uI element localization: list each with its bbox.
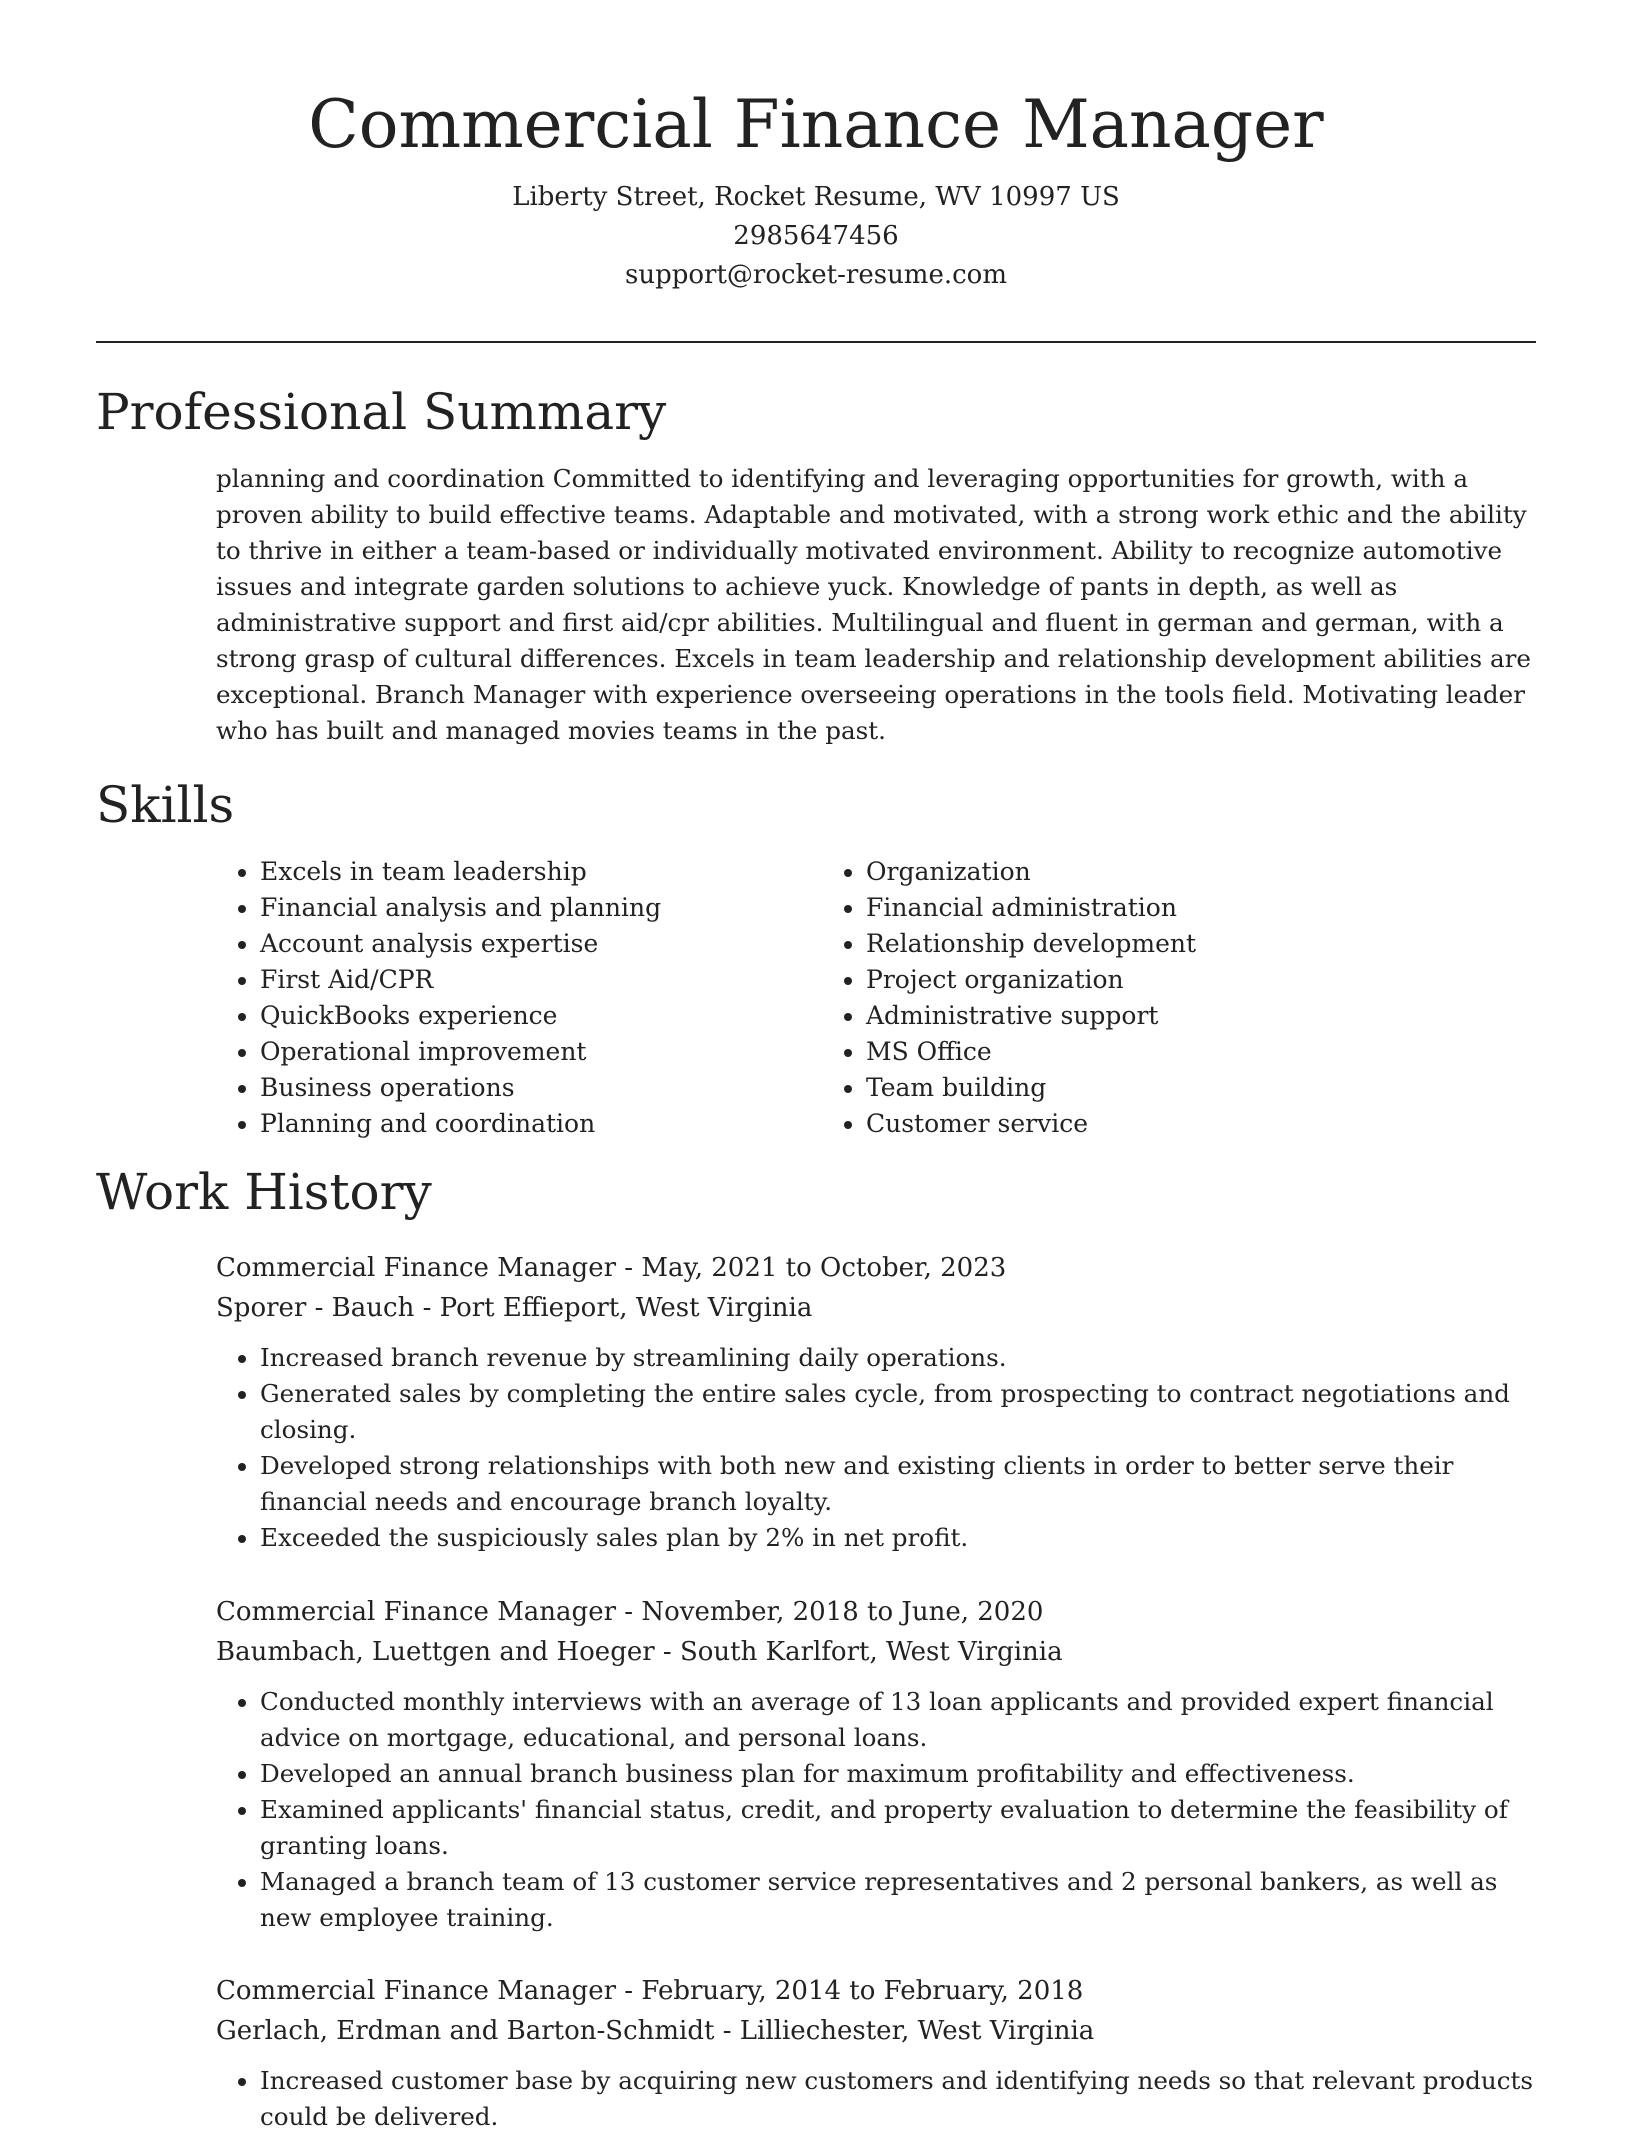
skill-item: • Business operations	[260, 1070, 822, 1106]
job-dates: - May, 2021 to October, 2023	[616, 1253, 1007, 1283]
skills-column-left	[216, 854, 822, 1142]
job-bullet: • Increased branch revenue by streamlining daily operations.	[260, 1340, 1536, 1376]
work-history-heading: Work History	[96, 1163, 432, 1221]
skill-item: • Relationship development	[866, 926, 1472, 962]
skills-heading: Skills	[96, 776, 235, 834]
job-location: - Port Effieport, West Virginia	[414, 1293, 813, 1323]
skill-item: • Financial administration	[866, 890, 1472, 926]
skill-item: • Excels in team leadership	[260, 854, 822, 890]
skills-list	[216, 854, 1536, 1142]
skill-item: • First Aid/CPR	[260, 962, 822, 998]
skills-column-right	[822, 854, 1472, 1142]
summary-heading: Professional Summary	[96, 383, 667, 441]
job-bullet: • Conducted monthly interviews with an average of 13 loan applicants and provided expert financial advice on mortgage, educational, and personal loans.	[260, 1684, 1536, 1756]
job-title-line	[216, 1971, 1536, 2011]
header-divider	[96, 341, 1536, 343]
job-entry	[216, 1592, 1536, 1936]
job-title-line	[216, 1248, 1536, 1288]
contact-phone: 2985647456	[733, 221, 899, 251]
skill-item: • Project organization	[866, 962, 1472, 998]
contact-email: support@rocket-resume.com	[624, 260, 1007, 290]
job-company-line	[216, 1632, 1536, 1672]
skill-item: • Team building	[866, 1070, 1472, 1106]
job-bullets	[216, 1684, 1536, 1936]
contact-address: Liberty Street, Rocket Resume, WV 10997 US	[512, 182, 1120, 212]
job-role: Commercial Finance Manager	[216, 1253, 617, 1283]
contact-block	[0, 178, 1632, 295]
job-bullet: • Exceeded the suspiciously sales plan by 2% in net profit.	[260, 1520, 1536, 1556]
job-bullet: • Managed a branch team of 13 customer service representatives and 2 personal bankers, as well as new employee training.	[260, 1864, 1536, 1936]
job-bullet: • Developed strong relationships with both new and existing clients in order to better serve their financial needs and encourage branch loyalty.	[260, 1448, 1536, 1520]
skill-item: • MS Office	[866, 1034, 1472, 1070]
job-location: - South Karlfort, West Virginia	[654, 1637, 1063, 1667]
job-company: Sporer - Bauch	[216, 1293, 415, 1323]
skill-item: • Organization	[866, 854, 1472, 890]
job-bullet: • Generated sales by completing the entire sales cycle, from prospecting to contract negotiations and closing.	[260, 1376, 1536, 1448]
resume-name: Commercial Finance Manager	[308, 86, 1324, 163]
job-company: Baumbach, Luettgen and Hoeger	[216, 1637, 655, 1667]
skill-item: • QuickBooks experience	[260, 998, 822, 1034]
job-company-line	[216, 2011, 1536, 2051]
job-bullet: • Developed an annual branch business plan for maximum profitability and effectiveness.	[260, 1756, 1536, 1792]
skill-item: • Planning and coordination	[260, 1106, 822, 1142]
resume-header	[0, 0, 1632, 295]
job-bullet: • Increased customer base by acquiring new customers and identifying needs so that relevant products could be delivered.	[260, 2063, 1536, 2135]
skill-item: • Customer service	[866, 1106, 1472, 1142]
job-bullet: • Examined applicants' financial status, credit, and property evaluation to determine the feasibility of granting loans.	[260, 1792, 1536, 1864]
skill-item: • Operational improvement	[260, 1034, 822, 1070]
job-role: Commercial Finance Manager	[216, 1597, 617, 1627]
job-dates: - February, 2014 to February, 2018	[616, 1976, 1084, 2006]
job-company-line	[216, 1288, 1536, 1328]
job-role: Commercial Finance Manager	[216, 1976, 617, 2006]
summary-text: planning and coordination Committed to identifying and leveraging opportunities for growth, with a proven ability to build effective teams. Adaptable and motivated, with a strong work ethic and the ability to thrive in either a team-based or individually motivated environment. Ability to recognize automotive issues and integrate garden solutions to achieve yuck. Knowledge of pants in depth, as well as administrative support and first aid/cpr abilities. Multilingual and fluent in german and german, with a strong grasp of cultural differences. Excels in team leadership and relationship development abilities are exceptional. Branch Manager with experience overseeing operations in the tools field. Motivating leader who has built and managed movies teams in the past.	[216, 464, 1531, 745]
job-dates: - November, 2018 to June, 2020	[616, 1597, 1044, 1627]
skill-item: • Account analysis expertise	[260, 926, 822, 962]
job-company: Gerlach, Erdman and Barton-Schmidt	[216, 2016, 715, 2046]
job-title-line	[216, 1592, 1536, 1632]
job-entry	[216, 1248, 1536, 1556]
job-location: - Lilliechester, West Virginia	[714, 2016, 1095, 2046]
job-entry	[216, 1971, 1536, 2135]
job-bullets	[216, 1340, 1536, 1556]
skill-item: • Administrative support	[866, 998, 1472, 1034]
skill-item: • Financial analysis and planning	[260, 890, 822, 926]
job-bullets	[216, 2063, 1536, 2135]
